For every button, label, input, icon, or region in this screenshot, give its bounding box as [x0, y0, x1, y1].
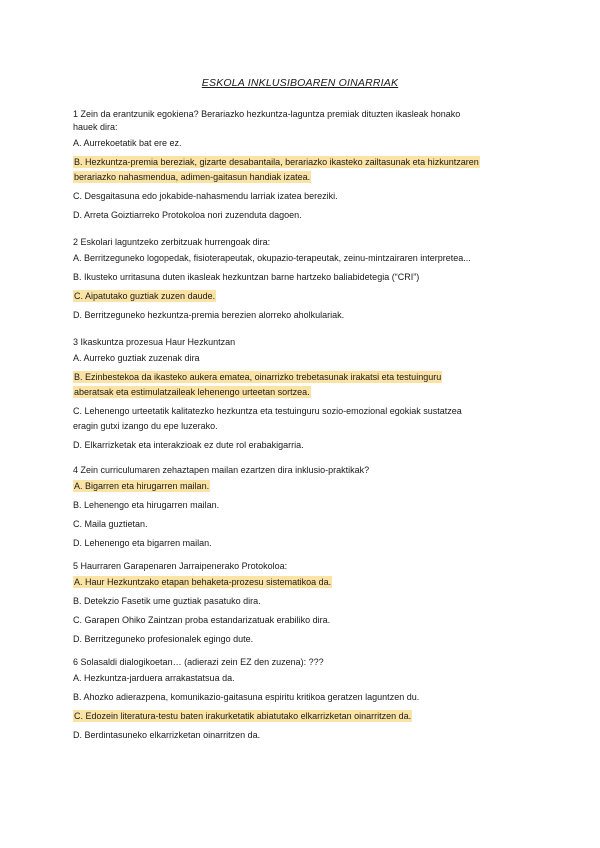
- question-1-line-text: 1 Zein da erantzunik egokiena? Berariazko hezkuntza-laguntza premiak dituzten ikasleak honako: [73, 109, 461, 119]
- question-3-line: [73, 336, 235, 349]
- question-5-option-A-text: A. Haur Hezkuntzako etapan behaketa-prozesu sistematikoa da.: [74, 577, 332, 587]
- question-1-option-B-text: berariazko nahasmendua, adimen-gaitasun handiak izatea.: [74, 172, 311, 182]
- question-5-option-C-text: C. Garapen Ohiko Zaintzan proba estandarizatuak erabiliko dira.: [73, 615, 331, 625]
- question-1-option-B: [73, 171, 311, 184]
- question-6-option-C: [73, 710, 412, 723]
- question-6-option-A-text: A. Hezkuntza-jarduera arrakastatsua da.: [73, 673, 235, 683]
- question-5-line-text: 5 Haurraren Garapenaren Jarraipenerako Protokoloa:: [73, 561, 288, 571]
- question-1-option-A: [73, 137, 182, 150]
- question-5-option-B: [73, 595, 261, 608]
- question-2-option-D: [73, 309, 344, 322]
- question-3-option-D: [73, 439, 304, 452]
- question-1-option-C-text: C. Desgaitasuna edo jokabide-nahasmendu larriak izatea bereziki.: [73, 191, 338, 201]
- question-6-option-B-text: B. Ahozko adierazpena, komunikazio-gaitasuna espiritu kritikoa geratzen laguntzen du.: [73, 692, 420, 702]
- question-6-line-text: 6 Solasaldi dialogikoetan… (adierazi zein EZ den zuzena): ???: [73, 657, 324, 667]
- question-5-option-C: [73, 614, 330, 627]
- question-2-option-A-text: A. Berritzeguneko logopedak, fisioterapeutak, okupazio-terapeutak, zeinu-mintzairaren interpretea...: [73, 253, 471, 263]
- question-6-line: [73, 656, 324, 669]
- question-2-option-C: [73, 290, 216, 303]
- question-6-option-A: [73, 672, 235, 685]
- question-3-option-C-text: C. Lehenengo urteetatik kalitatezko hezkuntza eta testuinguru sozio-emozional egokiak sustatzea: [73, 406, 462, 416]
- question-1-option-B: [73, 156, 480, 169]
- question-1-option-A-text: A. Aurrekoetatik bat ere ez.: [73, 138, 182, 148]
- question-5-line: [73, 560, 287, 573]
- question-2-option-D-text: D. Berritzeguneko hezkuntza-premia berezien alorreko aholkulariak.: [73, 310, 345, 320]
- question-1-option-D-text: D. Arreta Goiztiarreko Protokoloa nori zuzenduta dagoen.: [73, 210, 302, 220]
- question-6-option-C-text: C. Edozein literatura-testu baten irakurketatik abiatutako elkarrizketan oinarritzen da.: [74, 711, 412, 721]
- question-6-option-B: [73, 691, 419, 704]
- question-1-line: [73, 121, 118, 134]
- document-title: ESKOLA INKLUSIBOAREN OINARRIAK: [201, 77, 399, 89]
- question-5-option-A: [73, 576, 332, 589]
- question-3-option-B: [73, 386, 311, 399]
- question-6-option-D: [73, 729, 260, 742]
- question-3-option-D-text: D. Elkarrizketak eta interakzioak ez dute rol erabakigarria.: [73, 440, 304, 450]
- question-4-option-B-text: B. Lehenengo eta hirugarren mailan.: [73, 500, 220, 510]
- question-4-option-C-text: C. Maila guztietan.: [73, 519, 148, 529]
- question-5-option-D: [73, 633, 253, 646]
- question-4-option-B: [73, 499, 219, 512]
- question-3-line-text: 3 Ikaskuntza prozesua Haur Hezkuntzan: [73, 337, 236, 347]
- question-1-line-text: hauek dira:: [73, 122, 118, 132]
- question-5-option-B-text: B. Detekzio Fasetik ume guztiak pasatuko dira.: [73, 596, 261, 606]
- question-4-option-A-text: A. Bigarren eta hirugarren mailan.: [74, 481, 210, 491]
- question-2-option-C-text: C. Aipatutako guztiak zuzen daude.: [74, 291, 216, 301]
- question-3-option-C: [73, 420, 218, 433]
- question-4-option-A: [73, 480, 210, 493]
- question-4-option-C: [73, 518, 148, 531]
- question-4-option-D: [73, 537, 212, 550]
- question-4-line: [73, 464, 369, 477]
- question-6-option-D-text: D. Berdintasuneko elkarrizketan oinarritzen da.: [73, 730, 261, 740]
- question-3-option-C: [73, 405, 462, 418]
- question-1-option-D: [73, 209, 302, 222]
- question-2-option-B: [73, 271, 419, 284]
- question-3-option-B: [73, 371, 442, 384]
- question-3-option-A: [73, 352, 200, 365]
- question-3-option-B-text: aberatsak eta estimulatzaileak lehenengo urteetan sortzea.: [74, 387, 310, 397]
- question-2-line-text: 2 Eskolari laguntzeko zerbitzuak hurrengoak dira:: [73, 237, 271, 247]
- question-4-option-D-text: D. Lehenengo eta bigarren mailan.: [73, 538, 212, 548]
- question-3-option-C-text: eragin gutxi izango du epe luzerako.: [73, 421, 218, 431]
- question-4-line-text: 4 Zein curriculumaren zehaztapen mailan ezartzen dira inklusio-praktikak?: [73, 465, 370, 475]
- question-1-option-C: [73, 190, 338, 203]
- question-1-option-B-text: B. Hezkuntza-premia bereziak, gizarte desabantaila, berariazko ikasteko zailtasunak eta hizkuntzaren: [74, 157, 479, 167]
- question-2-line: [73, 236, 270, 249]
- question-2-option-A: [73, 252, 471, 265]
- question-3-option-A-text: A. Aurreko guztiak zuzenak dira: [73, 353, 200, 363]
- question-5-option-D-text: D. Berritzeguneko profesionalek egingo dute.: [73, 634, 254, 644]
- question-2-option-B-text: B. Ikusteko urritasuna duten ikasleak hezkuntzan barne hartzeko baliabidetegia (“CRI”): [73, 272, 420, 282]
- question-1-line: [73, 108, 460, 121]
- question-3-option-B-text: B. Ezinbestekoa da ikasteko aukera ematea, oinarrizko trebetasunak irakatsi eta testuinguru: [74, 372, 442, 382]
